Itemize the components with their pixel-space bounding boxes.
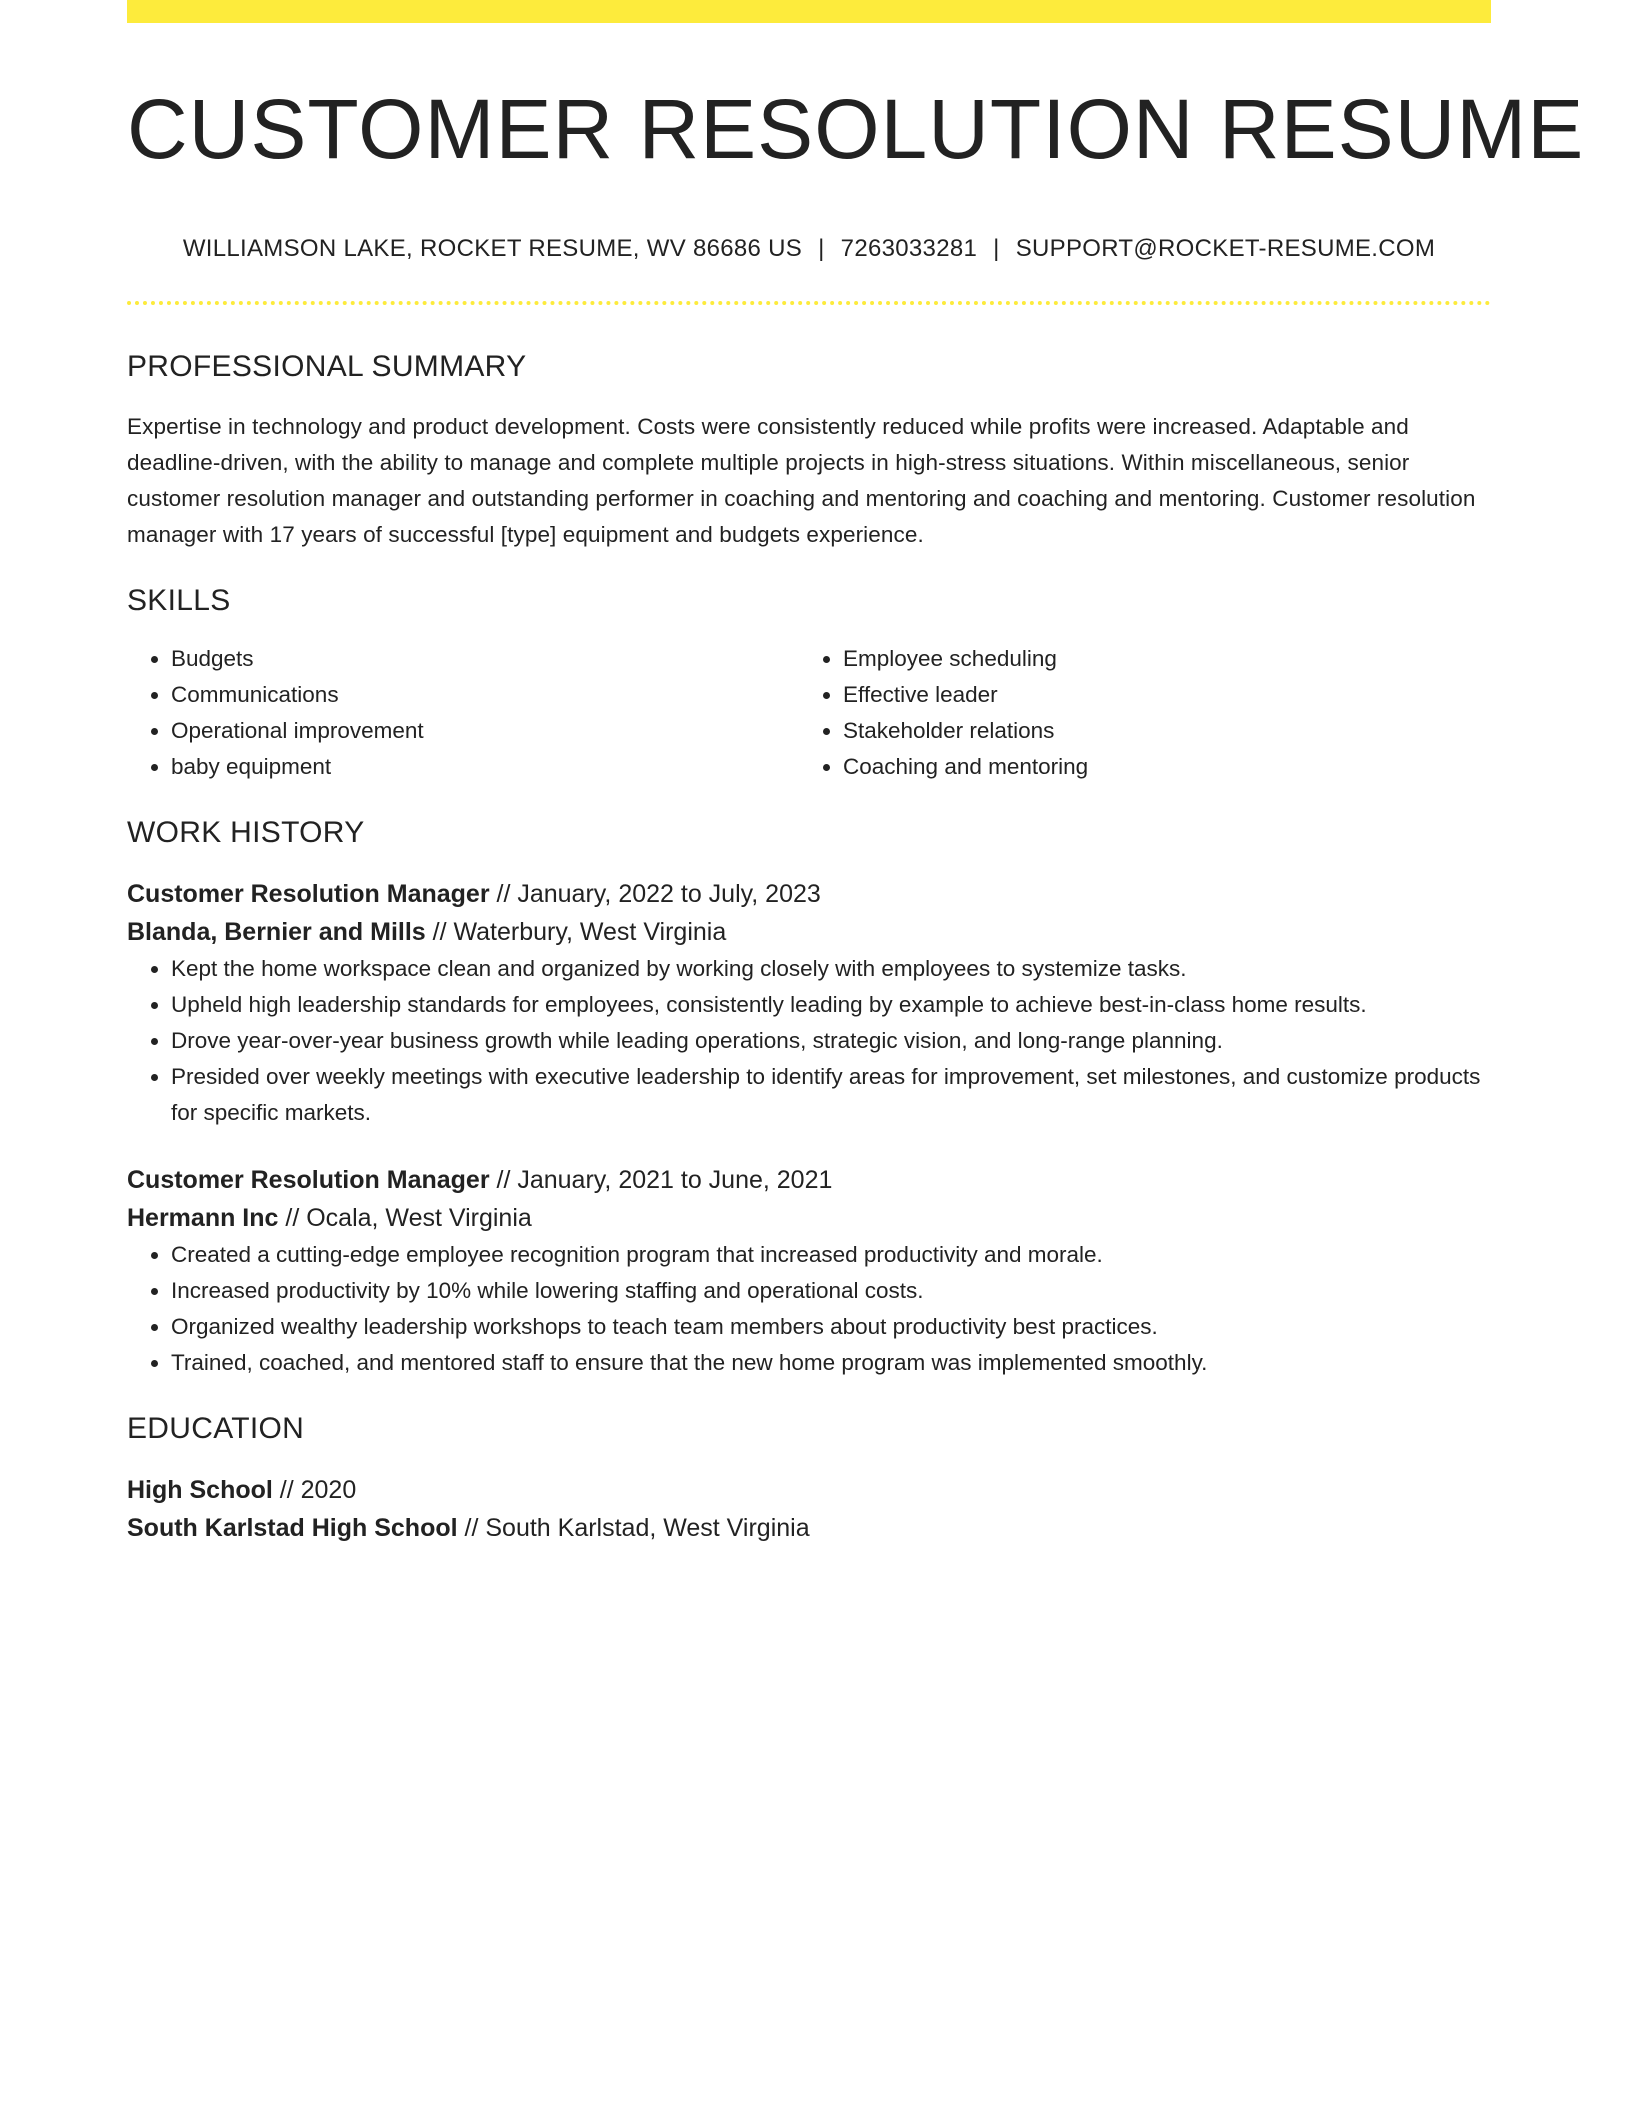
job-bullets [127, 1237, 1491, 1381]
job-spacer [127, 1131, 1491, 1161]
skill-item: • Coaching and mentoring [843, 749, 1471, 785]
work-history-heading: WORK HISTORY [127, 816, 365, 850]
education-heading: EDUCATION [127, 1412, 305, 1446]
skills-column-right [799, 641, 1471, 785]
education-entry [127, 1471, 1491, 1547]
skill-item: • baby equipment [171, 749, 799, 785]
contact-phone: 7263033281 [840, 235, 978, 263]
contact-address: WILLIAMSON LAKE, ROCKET RESUME, WV 86686 US [182, 235, 803, 263]
skills-column-left [127, 641, 799, 785]
job-role-line [127, 875, 1491, 913]
job-bullet: • Organized wealthy leadership workshops to teach team members about productivity best practices. [171, 1309, 1491, 1345]
job-company: Hermann Inc [127, 1204, 279, 1233]
job-location: // Waterbury, West Virginia [425, 918, 727, 947]
job-location: // Ocala, West Virginia [278, 1204, 532, 1233]
skills-heading: SKILLS [127, 584, 231, 618]
job-company-line [127, 1199, 1491, 1237]
dotted-divider [127, 301, 1491, 305]
job-company-line [127, 913, 1491, 951]
job-bullet: • Trained, coached, and mentored staff to ensure that the new home program was implemented smoothly. [171, 1345, 1491, 1381]
education-school-line [127, 1509, 1491, 1547]
job-role: Customer Resolution Manager [127, 880, 490, 909]
job-bullets [127, 951, 1491, 1131]
skills-list [127, 641, 1491, 785]
resume-page [127, 0, 1585, 1547]
contact-email: SUPPORT@ROCKET-RESUME.COM [1015, 235, 1436, 263]
education-degree: High School [127, 1476, 273, 1505]
education-degree-line [127, 1471, 1491, 1509]
job-bullet: • Drove year-over-year business growth while leading operations, strategic vision, and long-range planning. [171, 1023, 1491, 1059]
job-bullet: • Created a cutting-edge employee recognition program that increased productivity and morale. [171, 1237, 1491, 1273]
job-header [127, 875, 1491, 951]
job-bullet: • Increased productivity by 10% while lowering staffing and operational costs. [171, 1273, 1491, 1309]
job-bullet: • Presided over weekly meetings with executive leadership to identify areas for improvement, set milestones, and customize products for specific markets. [171, 1059, 1491, 1131]
contact-separator: | [818, 235, 825, 263]
education-location: // South Karlstad, West Virginia [457, 1514, 810, 1543]
skill-item: • Employee scheduling [843, 641, 1471, 677]
contact-line [127, 235, 1491, 263]
job-bullet: • Kept the home workspace clean and organized by working closely with employees to systemize tasks. [171, 951, 1491, 987]
job-dates: // January, 2021 to June, 2021 [489, 1166, 833, 1195]
skill-item: • Communications [171, 677, 799, 713]
resume-title: CUSTOMER RESOLUTION RESUME [127, 82, 1585, 176]
skill-item: • Effective leader [843, 677, 1471, 713]
education-year: // 2020 [272, 1476, 357, 1505]
skill-item: • Operational improvement [171, 713, 799, 749]
job-dates: // January, 2022 to July, 2023 [489, 880, 821, 909]
summary-heading: PROFESSIONAL SUMMARY [127, 350, 527, 384]
skill-item: • Stakeholder relations [843, 713, 1471, 749]
contact-separator: | [993, 235, 1000, 263]
accent-top-bar [127, 0, 1491, 23]
job-company: Blanda, Bernier and Mills [127, 918, 426, 947]
education-school: South Karlstad High School [127, 1514, 458, 1543]
job-header [127, 1161, 1491, 1237]
job-role: Customer Resolution Manager [127, 1166, 490, 1195]
job-bullet: • Upheld high leadership standards for employees, consistently leading by example to achieve best-in-class home results. [171, 987, 1491, 1023]
skill-item: • Budgets [171, 641, 799, 677]
job-role-line [127, 1161, 1491, 1199]
summary-text: Expertise in technology and product development. Costs were consistently reduced while profits were increased. Adaptable and deadline-driven, with the ability to manage and complete multiple projects in high-stress situations. Within miscellaneous, senior customer resolution manager and outstanding performer in coaching and mentoring and coaching and mentoring. Customer resolution manager with 17 years of successful [type] equipment and budgets experience. [127, 414, 1476, 548]
